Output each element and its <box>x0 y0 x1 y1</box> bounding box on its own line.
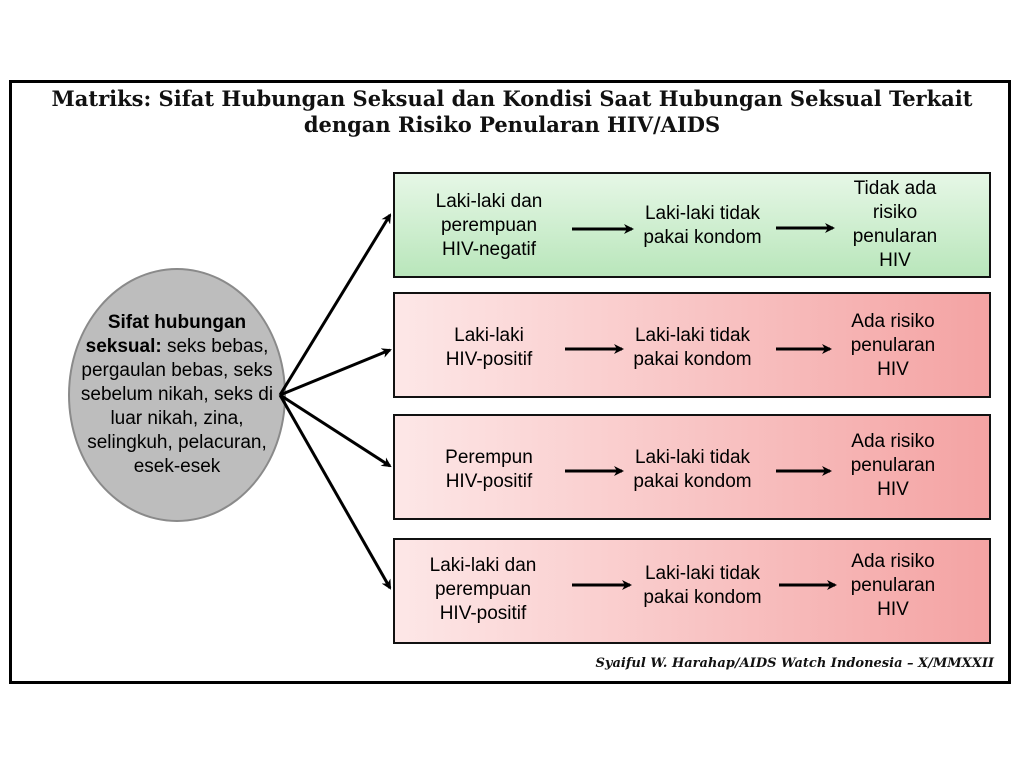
row-1-status: Laki-laki dan perempuan HIV-negatif <box>435 191 543 260</box>
row-2-condition: Laki-laki tidak pakai kondom <box>633 325 752 370</box>
oval-heading: Sifat hubungan seksual: <box>85 312 247 357</box>
row-3-status: Perempun HIV-positif <box>445 447 533 492</box>
sexual-nature-oval <box>68 268 286 522</box>
risk-row-1 <box>393 172 991 278</box>
row-3-condition: Laki-laki tidak pakai kondom <box>633 447 752 492</box>
title-line-2: dengan Risiko Penularan HIV/AIDS <box>303 112 721 137</box>
row-1-condition: Laki-laki tidak pakai kondom <box>643 203 762 248</box>
risk-row-3 <box>393 414 991 520</box>
row-2-risk: Ada risiko penularan HIV <box>850 311 936 380</box>
row-1-risk: Tidak ada risiko penularan HIV <box>852 178 938 271</box>
risk-row-2 <box>393 292 991 398</box>
risk-row-4 <box>393 538 991 644</box>
row-2-status: Laki-laki HIV-positif <box>445 325 533 370</box>
oval-text <box>72 311 282 479</box>
row-3-risk: Ada risiko penularan HIV <box>850 431 936 500</box>
row-4-condition: Laki-laki tidak pakai kondom <box>643 563 762 608</box>
diagram-title <box>0 86 1024 138</box>
title-line-1: Matriks: Sifat Hubungan Seksual dan Kondisi Saat Hubungan Seksual Terkait <box>51 86 973 111</box>
oval-body: seks bebas, pergaulan bebas, seks sebelum nikah, seks di luar nikah, zina, selingkuh, pelacuran, esek-esek <box>80 336 274 477</box>
footer-credit: Syaiful W. Harahap/AIDS Watch Indonesia – X/MMXXII <box>595 656 994 671</box>
row-4-status: Laki-laki dan perempuan HIV-positif <box>429 555 537 624</box>
row-4-risk: Ada risiko penularan HIV <box>850 551 936 620</box>
